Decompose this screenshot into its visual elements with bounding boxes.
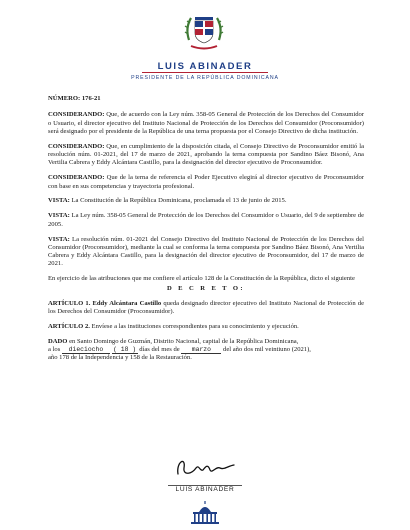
signature-name: LUIS ABINADER (175, 486, 235, 493)
decree-body (48, 95, 364, 369)
considerando-label: CONSIDERANDO: (48, 142, 105, 150)
vista-label: VISTA: (48, 235, 70, 243)
header-name: LUIS ABINADER (157, 61, 253, 72)
considerando-label: CONSIDERANDO: (48, 174, 105, 182)
considerando-text: Que de la terna de referencia el Poder Ejecutivo elegirá al director ejecutivo de Proconsumidor con base en sus competencias y trayectoria profesional. (48, 174, 364, 190)
article-label: ARTÍCULO 2. (48, 322, 90, 330)
considerando-label: CONSIDERANDO: (48, 111, 105, 119)
preamble: En ejercicio de las atribuciones que me confiere el artículo 128 de la Constitución de la República, dicto el siguiente (48, 275, 355, 283)
considerando-text: Que, de acuerdo con la Ley núm. 358-05 General de Protección de los Derechos del Consumidor o Usuario, el director ejecutivo del Instituto Nacional de Protección de los Derechos del Consumidor (Proconsumidor) será designado por el presidente de la República de una terna propuesta por el Consejo Directivo de dicha institución. (48, 111, 364, 135)
header-subtitle: PRESIDENTE DE LA REPÚBLICA DOMINICANA (131, 75, 279, 81)
decreto-title: D E C R E T O: (166, 284, 246, 292)
vista-label: VISTA: (48, 212, 70, 220)
vista-label: VISTA: (48, 197, 70, 205)
article-text: queda designado director ejecutivo del Instituto Nacional de Protección de los Derechos del Consumidor (Proconsumidor). (48, 299, 364, 315)
vista-text: La resolución núm. 01-2021 del Consejo Directivo del Instituto Nacional de Protección de los Derechos del Consumidor (Proconsumidor), mediante la cual se conforma la terna compuesta por Sandino Báez Bisonó, Ana Vertilia Cabrera y Eddy Alcántara Castillo, para la designación del director ejecutivo de Proconsumidor, del 17 de marzo de 2021. (48, 235, 364, 268)
considerando-paragraph (48, 143, 364, 168)
dado-line3: año 178 de la Independencia y 158 de la Restauración. (48, 354, 192, 362)
dado-a-los: a los (48, 345, 61, 353)
dado-label: DADO (48, 337, 68, 345)
month: marzo (181, 346, 221, 354)
coat-of-arms-icon (181, 10, 227, 56)
national-palace-icon (188, 500, 222, 526)
vista-text: La Constitución de la República Dominicana, proclamada el 13 de junio de 2015. (69, 197, 287, 205)
header-divider (142, 72, 268, 73)
vista-paragraph (48, 236, 364, 269)
vista-text: La Ley núm. 358-05 General de Protección de los Derechos del Consumidor o Usuario, del 9 de septiembre de 2005. (48, 212, 364, 228)
considerando-paragraph (48, 174, 364, 191)
year-text: del año dos mil veintiuno (2021), (223, 345, 311, 353)
article-paragraph (48, 323, 364, 331)
dias-del-mes: días del mes de (139, 345, 180, 353)
decree-number: NÚMERO: 176-21 (48, 95, 101, 102)
article-text: Envíese a las instituciones correspondientes para su conocimiento y ejecución. (89, 322, 299, 330)
day-words: dieciocho (62, 346, 110, 354)
vista-paragraph (48, 212, 364, 229)
vista-paragraph (48, 197, 364, 205)
day-number: ( 18 ) (113, 345, 137, 353)
considerando-paragraph (48, 111, 364, 136)
dado-paragraph (48, 338, 364, 363)
article-paragraph (48, 300, 364, 317)
article-label: ARTÍCULO 1. Eddy Alcántara Castillo (48, 299, 162, 307)
dado-line1: en Santo Domingo de Guzmán, Distrito Nacional, capital de la República Dominicana, (67, 337, 299, 345)
signature-icon (172, 452, 238, 482)
considerando-text: Que, en cumplimiento de la disposición citada, el Consejo Directivo de Proconsumidor emitió la resolución núm. 01-2021, del 17 de marzo de 2021, aprobando la terna compuesta por Sandino Báez Bisonó, Ana Vertilia Cabrera y Eddy Alcántara Castillo, para la designación del director ejecutivo de Proconsumidor. (48, 142, 364, 167)
